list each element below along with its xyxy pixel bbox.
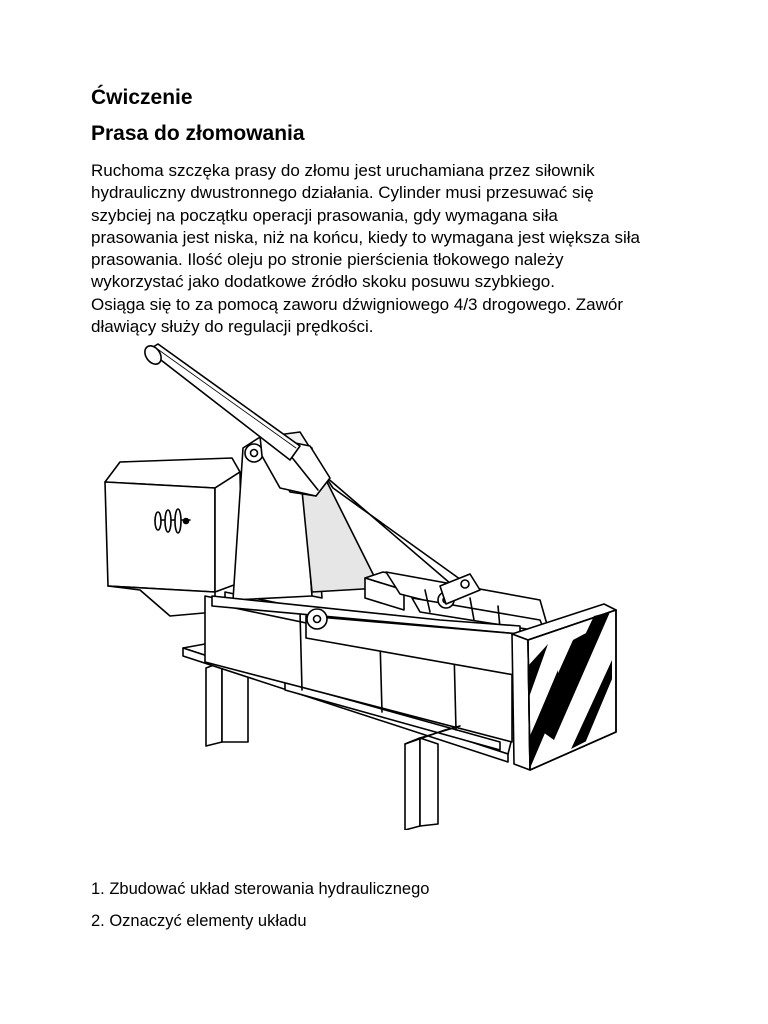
lever-handle: [142, 343, 300, 460]
description-paragraph: [91, 160, 691, 338]
exercise-title: Prasa do złomowania: [91, 122, 305, 145]
motor-housing: [105, 458, 242, 616]
paragraph-line: hydrauliczny dwustronnego działania. Cylinder musi przesuwać się: [91, 183, 594, 203]
paragraph-line: szybciej na początku operacji prasowania, gdy wymagana siła: [91, 205, 558, 225]
paragraph-line: prasowania jest niska, niż na końcu, kiedy to wymagana jest większa siła: [91, 227, 640, 247]
scrap-press-illustration: [95, 340, 630, 830]
paragraph-line: dławiący służy do regulacji prędkości.: [91, 317, 374, 337]
paragraph-line: prasowania. Ilość oleju po stronie pierścienia tłokowego należy: [91, 250, 564, 270]
striped-guard: [510, 604, 620, 780]
paragraph-line: Osiąga się to za pomocą zaworu dźwigniowego 4/3 drogowego. Zawór: [91, 294, 624, 314]
paragraph-line: Ruchoma szczęka prasy do złomu jest uruchamiana przez siłownik: [91, 161, 595, 180]
paragraph-line: wykorzystać jako dodatkowe źródło skoku posuwu szybkiego.: [91, 272, 555, 292]
exercise-heading: Ćwiczenie: [91, 86, 193, 109]
task-item: 2. Oznaczyć elementy układu: [91, 912, 307, 930]
task-item: 1. Zbudować układ sterowania hydraulicznego: [91, 880, 430, 898]
